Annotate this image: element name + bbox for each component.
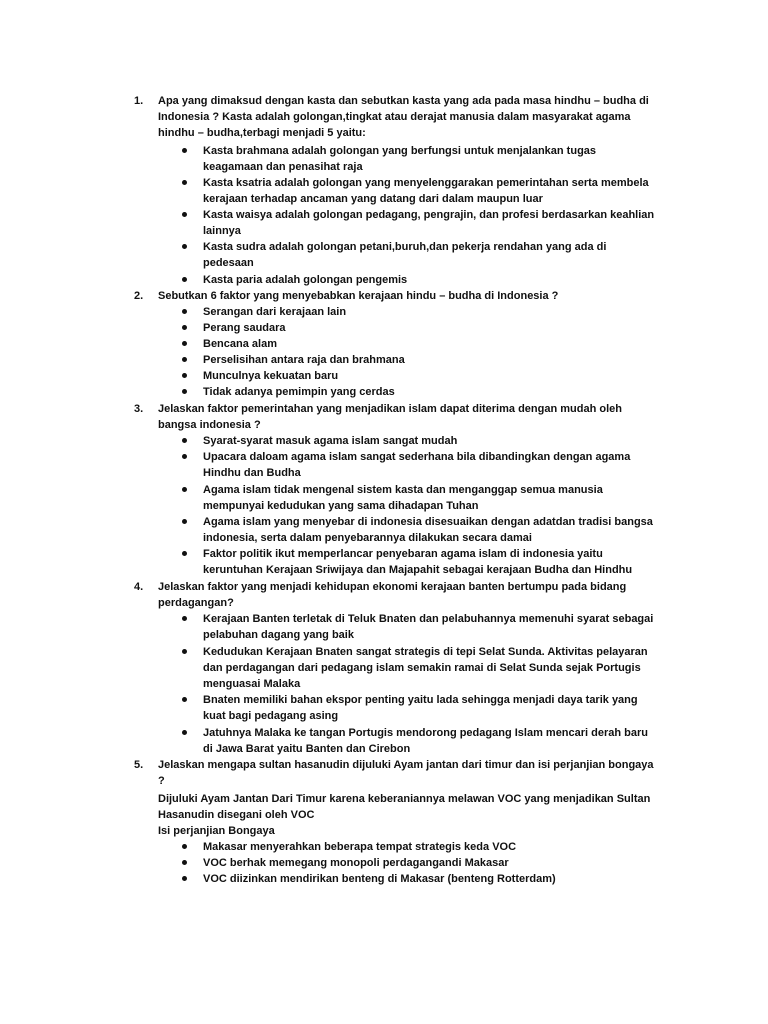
list-item-text: Kerajaan Banten terletak di Teluk Bnaten dan pelabuhannya memenuhi syarat sebagai pelabuhan dagang yang baik [203, 613, 654, 641]
bullet-dot-icon [182, 454, 187, 459]
bullet-dot-icon [182, 212, 187, 217]
bullet-dot-icon [182, 616, 187, 621]
list-item-text: Munculnya kekuatan baru [203, 370, 339, 382]
list-item-text: Tidak adanya pemimpin yang cerdas [203, 386, 395, 398]
list-item-text: Faktor politik ikut memperlancar penyebaran agama islam di indonesia yaitu keruntuhan Kerajaan Sriwijaya dan Majapahit sebagai kerajaan Budha dan Hindhu [203, 548, 633, 576]
bullet-dot-icon [182, 309, 187, 314]
list-item-text: Kasta waisya adalah golongan pedagang, pengrajin, dan profesi berdasarkan keahlian lainnya [203, 209, 655, 237]
list-item-text: Syarat-syarat masuk agama islam sangat mudah [203, 435, 458, 447]
question-text: Jelaskan faktor yang menjadi kehidupan ekonomi kerajaan banten bertumpu pada bidang perdagangan? [158, 581, 627, 609]
question-number: 4. [134, 581, 144, 593]
list-item-text: Kasta ksatria adalah golongan yang menyelenggarakan pemerintahan serta membela kerajaan terhadap ancaman yang datang dari dalam maupun luar [203, 177, 649, 205]
bullet-dot-icon [182, 244, 187, 249]
list-item-text: Jatuhnya Malaka ke tangan Portugis mendorong pedagang Islam mencari derah baru di Jawa Barat yaitu Banten dan Cirebon [203, 727, 649, 755]
question-number: 5. [134, 759, 144, 771]
bullet-dot-icon [182, 649, 187, 654]
list-item-text: VOC diizinkan mendirikan benteng di Makasar (benteng Rotterdam) [203, 873, 556, 885]
bullet-dot-icon [182, 551, 187, 556]
list-item-text: VOC berhak memegang monopoli perdagangandi Makasar [203, 857, 509, 869]
question-text: Jelaskan faktor pemerintahan yang menjadikan islam dapat diterima dengan mudah oleh bangsa indonesia ? [158, 403, 622, 431]
bullet-dot-icon [182, 357, 187, 362]
bullet-dot-icon [182, 860, 187, 865]
answer-paragraph: Dijuluki Ayam Jantan Dari Timur karena keberaniannya melawan VOC yang menjadikan Sultan Hasanudin disegani oleh VOC [158, 793, 651, 821]
list-item-text: Serangan dari kerajaan lain [203, 306, 347, 318]
bullet-dot-icon [182, 697, 187, 702]
question-text: Sebutkan 6 faktor yang menyebabkan kerajaan hindu – budha di Indonesia ? [158, 290, 559, 302]
list-item-text: Agama islam yang menyebar di indonesia disesuaikan dengan adatdan tradisi bangsa indonesia, serta dalam penyebarannya dilakukan secara damai [203, 516, 653, 544]
list-item-text: Bnaten memiliki bahan ekspor penting yaitu lada sehingga menjadi daya tarik yang kuat bagi pedagang asing [203, 694, 638, 722]
subheading: Isi perjanjian Bongaya [158, 825, 275, 837]
list-item-text: Makasar menyerahkan beberapa tempat strategis keda VOC [203, 841, 517, 853]
list-item-text: Kedudukan Kerajaan Bnaten sangat strategis di tepi Selat Sunda. Aktivitas pelayaran dan perdagangan dari pedagang islam semakin ramai di Selat Sunda sejak Portugis menguasai Malaka [203, 646, 648, 690]
bullet-dot-icon [182, 277, 187, 282]
list-item-text: Kasta brahmana adalah golongan yang berfungsi untuk menjalankan tugas keagamaan dan penasihat raja [203, 145, 597, 173]
question-text: Jelaskan mengapa sultan hasanudin dijuluki Ayam jantan dari timur dan isi perjanjian bongaya ? [158, 759, 654, 787]
bullet-dot-icon [182, 180, 187, 185]
bullet-dot-icon [182, 438, 187, 443]
bullet-dot-icon [182, 148, 187, 153]
question-text: Apa yang dimaksud dengan kasta dan sebutkan kasta yang ada pada masa hindhu – budha di Indonesia ? Kasta adalah golongan,tingkat atau derajat manusia dalam masyarakat agama hindhu – budha,terbagi menjadi 5 yaitu: [158, 95, 649, 139]
bullet-dot-icon [182, 876, 187, 881]
bullet-dot-icon [182, 844, 187, 849]
list-item-text: Agama islam tidak mengenal sistem kasta dan menganggap semua manusia mempunyai kedudukan yang sama dihadapan Tuhan [203, 484, 603, 512]
bullet-dot-icon [182, 730, 187, 735]
bullet-dot-icon [182, 373, 187, 378]
question-number: 3. [134, 403, 144, 415]
question-number: 1. [134, 95, 144, 107]
question-number: 2. [134, 290, 144, 302]
list-item-text: Perang saudara [203, 322, 286, 334]
bullet-dot-icon [182, 341, 187, 346]
bullet-dot-icon [182, 389, 187, 394]
list-item-text: Kasta sudra adalah golongan petani,buruh,dan pekerja rendahan yang ada di pedesaan [203, 241, 607, 269]
bullet-dot-icon [182, 487, 187, 492]
list-item-text: Upacara daloam agama islam sangat sederhana bila dibandingkan dengan agama Hindhu dan Budha [203, 451, 631, 479]
list-item-text: Bencana alam [203, 338, 277, 350]
list-item-text: Kasta paria adalah golongan pengemis [203, 274, 408, 286]
list-item-text: Perselisihan antara raja dan brahmana [203, 354, 405, 366]
bullet-dot-icon [182, 325, 187, 330]
bullet-dot-icon [182, 519, 187, 524]
